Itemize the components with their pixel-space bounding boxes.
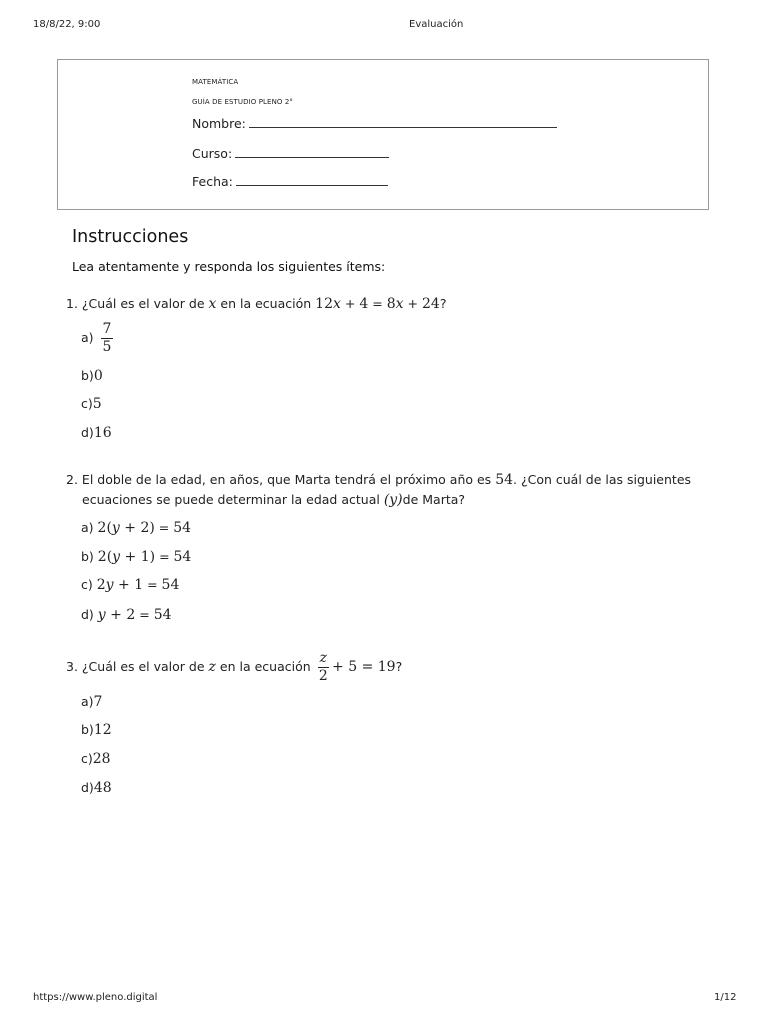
name-blank-line[interactable] [249, 127, 557, 128]
question-text: ecuaciones se puede determinar la edad actual [82, 492, 380, 507]
option-value: 12 [93, 722, 112, 738]
math-number: 8 [386, 296, 396, 312]
math-number: 4 [359, 296, 369, 312]
math-variable: y [105, 577, 114, 593]
option-label: b) [81, 722, 94, 737]
guide-label: GUÍA DE ESTUDIO PLENO 2° [192, 98, 293, 106]
name-label: Nombre: [192, 116, 246, 131]
question-text: en la ecuación [220, 296, 312, 311]
math-variable: y [111, 520, 120, 536]
instructions-subtitle: Lea atentamente y responda los siguientes ítems: [72, 259, 386, 274]
print-page-number: 1/12 [714, 992, 737, 1003]
math-number: 54 [173, 549, 192, 565]
option-value: 28 [92, 751, 111, 767]
math-variable: (y) [383, 492, 403, 508]
option-value: 7 [93, 694, 103, 710]
print-datetime: 18/8/22, 9:00 [33, 19, 101, 30]
question-number: 1. [66, 296, 78, 311]
math-expression: + 2) [119, 520, 155, 536]
date-label: Fecha: [192, 174, 233, 189]
print-title: Evaluación [409, 19, 464, 30]
option-label: c) [81, 396, 93, 411]
math-variable: x [395, 296, 404, 312]
question-text: de Marta? [402, 492, 466, 507]
fraction [318, 650, 329, 685]
date-blank-line[interactable] [236, 185, 388, 186]
q2-option-c[interactable] [81, 577, 179, 593]
q3-option-c[interactable] [81, 751, 111, 767]
subject-label: MATEMÁTICA [192, 78, 239, 86]
option-value: 48 [93, 780, 112, 796]
question-text: en la ecuación [219, 659, 311, 674]
option-label: b) [81, 549, 94, 564]
name-field [192, 116, 557, 131]
math-number: 54 [173, 520, 192, 536]
math-variable: y [97, 607, 106, 623]
math-expression: + 1) [120, 549, 156, 565]
math-operator: = [143, 577, 162, 592]
question-mark: ? [439, 296, 447, 311]
q2-option-b[interactable] [81, 549, 191, 565]
option-value: 0 [93, 368, 103, 384]
option-label: a) [81, 694, 94, 709]
question-text: ¿Cuál es el valor de [81, 659, 205, 674]
question-text: . ¿Con cuál de las siguientes [513, 472, 692, 487]
question-text: ¿Cuál es el valor de [81, 296, 205, 311]
option-label: c) [81, 751, 93, 766]
q3-option-b[interactable] [81, 722, 112, 738]
math-number: 54 [495, 472, 514, 488]
question-number: 2. [66, 472, 78, 487]
question-1 [66, 296, 446, 312]
math-operator: = [372, 296, 383, 311]
date-field [192, 174, 388, 189]
fraction-denominator: 5 [102, 339, 112, 355]
question-mark: ? [395, 659, 403, 674]
option-label: d) [81, 607, 94, 622]
math-variable: y [112, 549, 121, 565]
fraction [101, 321, 114, 356]
course-label: Curso: [192, 146, 233, 161]
q2-option-a[interactable] [81, 520, 191, 536]
option-label: c) [81, 577, 93, 592]
print-url: https://www.pleno.digital [33, 992, 158, 1003]
math-variable: x [333, 296, 341, 312]
q1-option-b[interactable] [81, 368, 103, 384]
option-label: a) [81, 330, 94, 345]
math-operator: + [407, 296, 419, 311]
instructions-title: Instrucciones [72, 227, 189, 247]
fraction-numerator: z [319, 650, 328, 666]
math-operator: = [135, 607, 154, 622]
option-value: 5 [92, 396, 102, 412]
question-2-line-2 [82, 492, 465, 508]
option-value: 16 [93, 425, 112, 441]
q2-option-d[interactable] [81, 607, 172, 623]
option-label: d) [81, 780, 94, 795]
math-operator: + [344, 296, 356, 311]
course-field [192, 146, 389, 161]
q3-option-a[interactable] [81, 694, 102, 710]
math-expression: + 2 [105, 607, 136, 623]
q1-option-c[interactable] [81, 396, 102, 412]
math-number: 12 [315, 296, 333, 312]
option-label: a) [81, 520, 94, 535]
math-number: 24 [422, 296, 440, 312]
math-expression: 2 [96, 577, 106, 593]
course-blank-line[interactable] [235, 157, 389, 158]
math-expression: + 5 = 19 [332, 659, 396, 675]
math-variable: z [208, 659, 216, 675]
question-number: 3. [66, 659, 78, 674]
option-label: d) [81, 425, 94, 440]
math-variable: x [208, 296, 217, 312]
math-operator: = [155, 549, 174, 564]
question-3 [66, 650, 402, 685]
math-expression: 2( [97, 520, 112, 536]
q1-option-d[interactable] [81, 425, 112, 441]
q1-option-a[interactable] [81, 321, 116, 356]
question-2 [66, 472, 691, 488]
math-expression: + 1 [113, 577, 144, 593]
fraction-numerator: 7 [102, 321, 112, 337]
math-number: 54 [161, 577, 180, 593]
math-expression: 2( [97, 549, 113, 565]
q3-option-d[interactable] [81, 780, 112, 796]
student-info-box [57, 59, 709, 210]
option-label: b) [81, 368, 94, 383]
fraction-denominator: 2 [318, 668, 328, 684]
math-operator: = [154, 520, 174, 535]
question-text: El doble de la edad, en años, que Marta tendrá el próximo año es [81, 472, 492, 487]
math-number: 54 [153, 607, 172, 623]
